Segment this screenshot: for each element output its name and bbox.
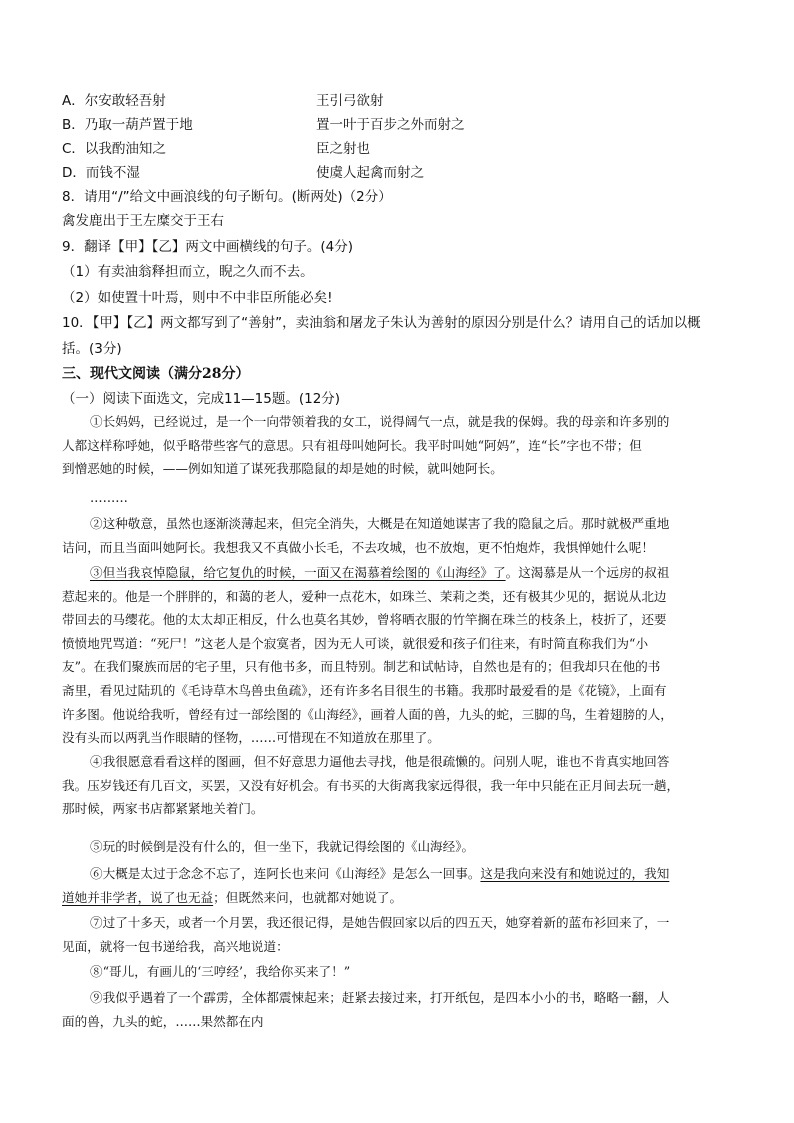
passage-line: 我。压岁钱还有几百文，买罢，又没有好机会。有书买的大街离我家远得很，我一年中只能在正月间去玩一趟，	[62, 777, 680, 793]
passage-paragraph-9	[62, 986, 730, 1033]
question-8-prompt: 8．请用“/”给文中画浪线的句子断句。(断两处)（2分）	[62, 189, 392, 205]
passage-line: 带回去的马缨花。他的太太却正相反，什么也莫名其妙，曾将晒衣服的竹竿搁在珠兰的枝条上，枝折了，还要	[62, 612, 667, 628]
passage-line-underlined	[62, 886, 730, 910]
sentence-start: ⑥大概是太过于念念不忘了，连阿长也来问《山海经》是怎么一回事。	[90, 866, 481, 881]
question-10-line-2: 括。(3分)	[62, 341, 122, 357]
underlined-sentence: 道她并非学者，说了也无益	[62, 889, 214, 905]
passage-line: 见面，就将一包书递给我，高兴地说道：	[62, 938, 289, 954]
passage-paragraph-5	[62, 835, 730, 859]
passage-line: 面的兽，九头的蛇，……果然都在内	[62, 1013, 264, 1029]
passage-line-underlined	[62, 561, 730, 585]
section-3-sub: （一）阅读下面选文，完成11—15题。(12分)	[62, 391, 341, 407]
option-d-left: D．而钱不湿	[62, 165, 140, 181]
passage-line: ⑧“哥儿，有画儿的‘三哼经’，我给你买来了！”	[90, 964, 351, 979]
section-3-title: 三、现代文阅读（满分28分）	[62, 366, 250, 382]
option-d-right: 使虞人起禽而射之	[316, 165, 424, 181]
passage-paragraph-3	[62, 561, 730, 750]
passage-line: ⑤玩的时候倒是没有什么的，但一坐下，我就记得绘图的《山海经》。	[90, 839, 475, 854]
passage-line: ④我很愿意看看这样的图画，但不好意思力逼他去寻找，他是很疏懒的。问别人呢，谁也不肯真实地回答	[90, 754, 670, 769]
underlined-sentence: 这是我向来没有和她说过的，我知	[480, 866, 670, 881]
passage-line: ①长妈妈，已经说过，是一个一向带领着我的女工，说得阔气一点，就是我的保姆。我的母亲和许多别的	[90, 414, 670, 429]
sentence-rest: 。这渴慕是从一个远房的叔祖	[505, 565, 670, 580]
question-9-prompt: 9．翻译【甲】【乙】两文中画横线的句子。(4分)	[62, 239, 353, 255]
option-c-right: 臣之射也	[316, 141, 370, 157]
underlined-sentence: ③但当我哀悼隐鼠，给它复仇的时候，一面又在渴慕着绘图的《山海经》了	[90, 565, 506, 580]
passage-paragraph-2	[62, 512, 730, 559]
passage-ellipsis	[62, 486, 730, 510]
passage-paragraph-1	[62, 410, 730, 481]
question-8-sentence: 禽发鹿出于王左糜交于王右	[62, 213, 224, 229]
passage-line: 许多图。他说给我听，曾经有过一部绘图的《山海经》，画着人面的兽，九头的蛇，三脚的鸟，生着翅膀的人，	[62, 706, 673, 722]
passage-paragraph-4	[62, 750, 730, 821]
option-c-left: C．以我酌油知之	[62, 141, 166, 157]
passage-paragraph-6	[62, 862, 730, 909]
passage-line: 愤愤地咒骂道：“死尸！”这老人是个寂寞者，因为无人可谈，就很爱和孩子们往来，有时简直称我们为“小	[62, 635, 649, 651]
passage-line: 人都这样称呼她，似乎略带些客气的意思。只有祖母叫她阿长。我平时叫她“阿妈”，连“长”字也不带；但	[62, 437, 642, 453]
question-10-line-1: 10．【甲】【乙】两文都写到了“善射”，卖油翁和屠龙子朱认为善射的原因分别是什么？请用自己的话加以概	[62, 315, 701, 331]
passage-line: 惹起来的。他是一个胖胖的，和蔼的老人，爱种一点花木，如珠兰、茉莉之类，还有极其少见的，据说从北边	[62, 588, 667, 604]
option-b-right: 置一叶于百步之外而射之	[316, 117, 465, 133]
passage-line: ②这种敬意，虽然也逐渐淡薄起来，但完全消失，大概是在知道她谋害了我的隐鼠之后。那时就极严重地	[90, 516, 670, 531]
ellipsis-text: ………	[90, 490, 128, 505]
sentence-rest: ；但既然来问，也就都对她说了。	[213, 889, 403, 905]
passage-paragraph-8	[62, 960, 730, 984]
option-a-left: A．尔安敢轻吾射	[62, 93, 166, 109]
passage-line: 那时候，两家书店都紧紧地关着门。	[62, 801, 264, 817]
passage-line: ⑨我似乎遇着了一个霹雳，全体都震悚起来；赶紧去接过来，打开纸包，是四本小小的书，略略一翻，人	[90, 990, 670, 1005]
passage-line: 到憎恶她的时候，——例如知道了谋死我那隐鼠的却是她的时候，就叫她阿长。	[62, 461, 503, 477]
passage-line: ⑦过了十多天，或者一个月罢，我还很记得，是她告假回家以后的四五天，她穿着新的蓝布衫回来了，一	[90, 915, 670, 930]
question-9-item-1: （1）有卖油翁释担而立，睨之久而不去。	[62, 264, 314, 280]
passage-line-underlined	[62, 862, 730, 886]
question-9-item-2: （2）如使置十叶焉，则中不中非臣所能必矣!	[62, 290, 333, 306]
passage-line: 没有头而以两乳当作眼睛的怪物，……可惜现在不知道放在那里了。	[62, 730, 440, 746]
option-a-right: 王引弓欲射	[316, 93, 384, 109]
passage-line: 诘问，而且当面叫她阿长。我想我又不真做小长毛，不去攻城，也不放炮，更不怕炮炸，我惧惮她什么呢！	[62, 539, 654, 555]
passage-line: 友”。在我们聚族而居的宅子里，只有他书多，而且特别。制艺和试帖诗，自然也是有的；但我却只在他的书	[62, 659, 661, 675]
passage-paragraph-7	[62, 911, 730, 958]
option-b-left: B．乃取一葫芦置于地	[62, 117, 193, 133]
passage-line: 斋里，看见过陆玑的《毛诗草木鸟兽虫鱼疏》，还有许多名目很生的书籍。我那时最爱看的是《花镜》，上面有	[62, 682, 667, 698]
